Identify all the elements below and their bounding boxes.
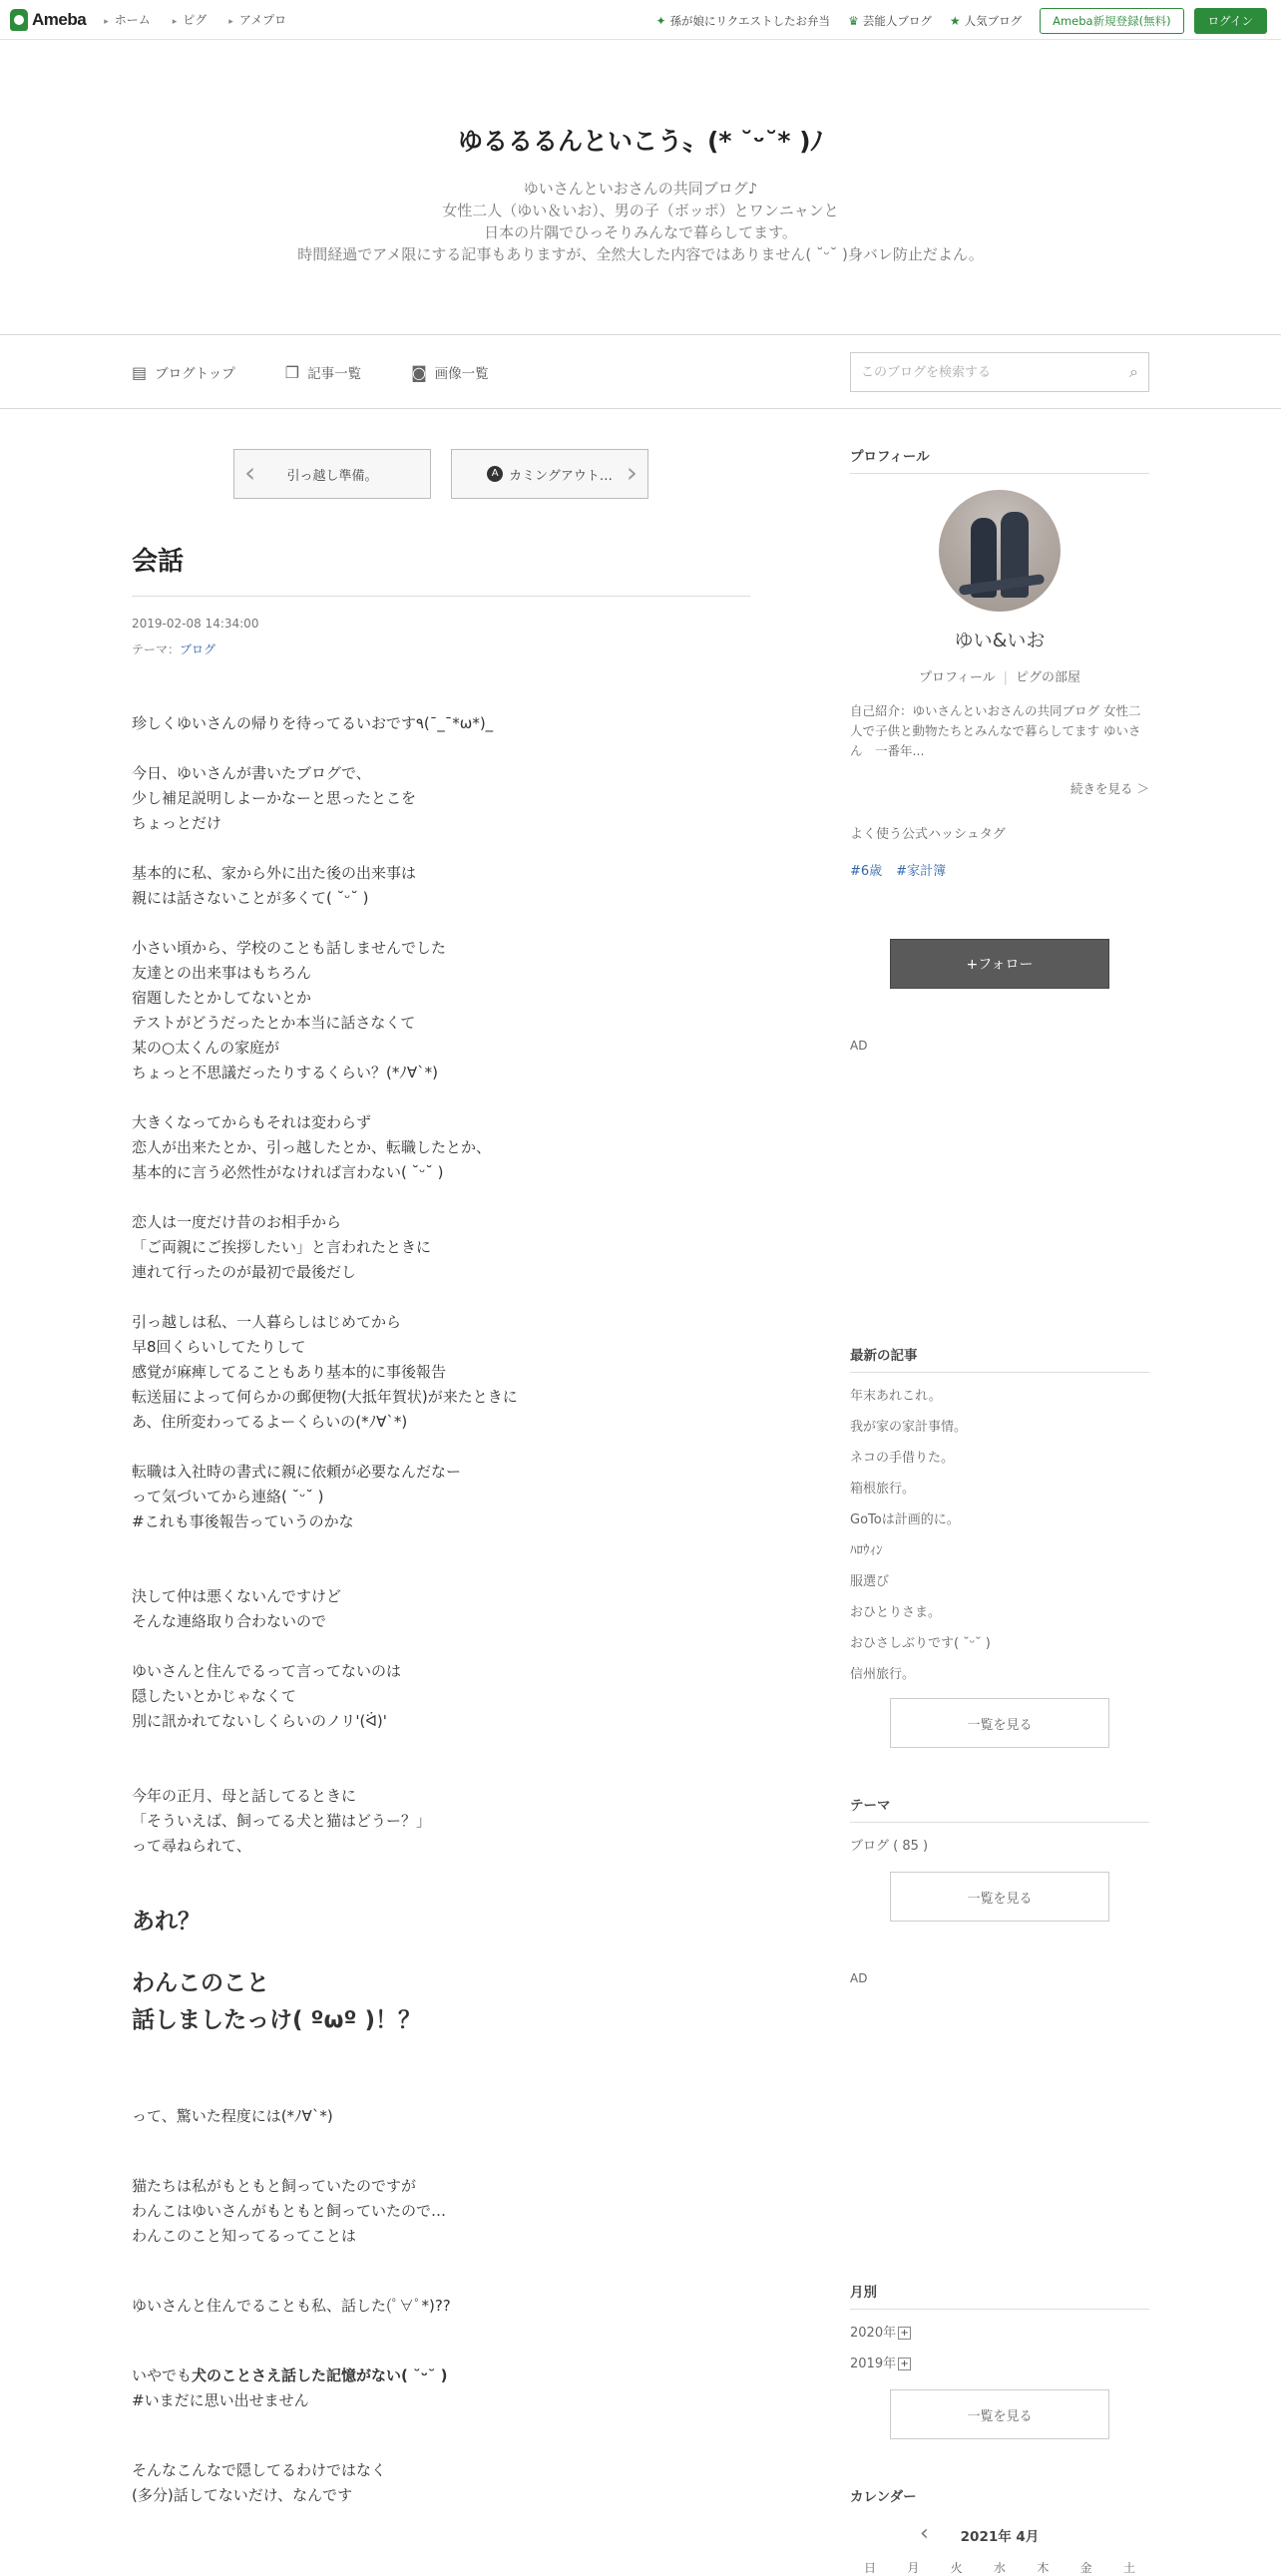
entry-emphasis: あれ？: [132, 1909, 201, 1934]
header-right: [655, 8, 1267, 34]
global-header: [0, 0, 1281, 40]
blog-description-line: 時間経過でアメ限にする記事もありますが、全然大した内容ではありません( ˘ᵕ˘ )身バレ防止だよん。: [297, 245, 984, 263]
nav-home[interactable]: ▸ ホーム: [104, 11, 151, 28]
amember-icon: A: [487, 466, 503, 482]
theme-list: [850, 1831, 1149, 1862]
next-entry-label: カミングアウト…: [509, 468, 613, 484]
hashtag-list: [850, 860, 1149, 879]
list-item[interactable]: 箱根旅行。: [850, 1482, 916, 1497]
calendar-header: [850, 2521, 1149, 2546]
menu-image-list[interactable]: [411, 362, 489, 382]
entry-title: 会話: [132, 541, 750, 597]
recent-entries-list: [850, 1381, 1149, 1690]
weekday: 日: [864, 2561, 877, 2575]
camera-icon: ◙: [411, 362, 427, 382]
calendar-title: カレンダー: [850, 2489, 917, 2505]
list-item[interactable]: GoToは計画的に。: [850, 1512, 960, 1527]
star-icon: ✦: [655, 14, 666, 28]
recent-entries-title: 最新の記事: [850, 1344, 1149, 1373]
weekday: 火: [950, 2561, 963, 2575]
list-item[interactable]: 信州旅行。: [850, 1667, 916, 1682]
ad-label: AD: [850, 1039, 868, 1053]
celebrity-blog-link[interactable]: [848, 13, 932, 29]
prev-entry-label: ‹ 引っ越し準備。: [286, 468, 378, 484]
entry-theme: [132, 641, 750, 657]
weekday: 水: [993, 2561, 1006, 2575]
entry-paragraph: 引っ越しは私、一人暮らしはじめてから 早8回くらいしてたりして 感覚が麻痺してることもあり基本的に事後報告 転送届によって何らかの郵便物(大抵年賀状)が来たときに あ、住所変わってるよーくらいの(*ﾉ∀`*): [132, 1313, 518, 1431]
entry-paragraph: って、驚いた程度には(*ﾉ∀`*): [132, 2107, 333, 2125]
ameba-logo[interactable]: [10, 9, 86, 31]
entry-emphasis: わんこのこと 話しましたっけ( ºωº )！？: [132, 1970, 421, 2033]
entry-paragraph: 今年の正月、母と話してるときに 「そういえば、飼ってる犬と猫はどうー？」 って尋ねられて、: [132, 1787, 432, 1855]
list-item[interactable]: 我が家の家計事情。: [850, 1420, 968, 1435]
entry-paragraph: 猫たちは私がもともと飼っていたのですが わんこはゆいさんがもともと飼っていたので… わんこのこと知ってるってことは: [132, 2177, 447, 2245]
search-icon[interactable]: ⌕: [1129, 362, 1138, 381]
nav-amepro[interactable]: ▸ アメプロ: [228, 11, 286, 28]
profile-links: プロフィール | ピグの部屋: [918, 670, 1081, 685]
featured-link-label: 孫が娘にリクエストしたお弁当: [669, 14, 831, 28]
entry-paragraph: 今日、ゆいさんが書いたブログで、 少し補足説明しよーかなーと思ったとこを ちょっとだけ: [132, 764, 417, 832]
login-button[interactable]: ログイン: [1194, 8, 1267, 34]
pigg-room-link[interactable]: ピグの部屋: [1016, 670, 1081, 685]
main-column: [132, 409, 750, 2533]
global-nav: [104, 11, 286, 28]
read-more-link[interactable]: 続きを見る ＞: [1070, 781, 1149, 796]
hashtag[interactable]: #6歳: [850, 864, 883, 879]
blog-title[interactable]: ゆるるるんといこう〟(* ˘ᵕ˘* )ﾉ: [457, 127, 824, 156]
chevron-left-icon[interactable]: ‹: [920, 2521, 929, 2546]
profile-intro: 自己紹介：ゆいさんといおさんの共同ブログ 女性二人で子供と動物たちとみんなで暮らしてます ゆいさん 一番年...: [850, 703, 1141, 758]
sidebar: [850, 409, 1149, 2576]
list-item[interactable]: 2019年 +: [850, 2349, 1149, 2379]
blog-menu: [0, 335, 1281, 409]
hashtag[interactable]: #家計簿: [896, 864, 947, 879]
entry-paragraph: 基本的に私、家から外に出た後の出来事は 親には話さないことが多くて( ˘ᵕ˘ ): [132, 864, 417, 907]
blog-description-line: ゆいさんといおさんの共同ブログ♪: [523, 180, 758, 198]
list-item[interactable]: おひさしぶりです( ˘ᵕ˘ ): [850, 1636, 991, 1651]
weekday: 金: [1079, 2561, 1092, 2575]
follow-button[interactable]: +フォロー: [890, 939, 1109, 989]
document-icon: ▤: [132, 362, 148, 382]
entry-paragraph: 恋人は一度だけ昔のお相手から 「ご両親にご挨拶したい」と言われたときに 連れて行ったのが最初で最後だし: [132, 1213, 432, 1281]
blog-description-line: 日本の片隅でひっそりみんなで暮らしてます。: [484, 223, 797, 241]
entry-paragraph: ゆいさんと住んでることも私、話した(ﾟ∀ﾟ*)??: [132, 2297, 451, 2315]
entry-paragraph: 転職は入社時の書式に親に依頼が必要なんだなー って気づいてから連絡( ˘ᵕ˘ ) #これも事後報告っていうのかな: [132, 1463, 462, 1530]
hashtags-title: よく使う公式ハッシュタグ: [850, 827, 1006, 842]
monthly-see-all-button[interactable]: 一覧を見る: [890, 2389, 1109, 2439]
entry-paragraph: ゆいさんと住んでるって言ってないのは 隠したいとかじゃなくて 別に訊かれてないしくらいのノリ'(ᐛ)': [132, 1662, 402, 1730]
list-item[interactable]: 年末あれこれ。: [850, 1389, 942, 1404]
entry-pager: [233, 449, 750, 499]
featured-link[interactable]: [655, 13, 830, 29]
crown-icon: ♛: [848, 14, 859, 28]
register-button[interactable]: Ameba新規登録(無料): [1040, 8, 1183, 34]
list-item[interactable]: ネコの手借りた。: [850, 1451, 955, 1466]
blog-search: [850, 352, 1149, 392]
list-item[interactable]: 2020年 +: [850, 2318, 1149, 2349]
blog-description-line: 女性二人（ゆい＆いお）、男の子（ボッポ）とワンニャンと: [442, 202, 839, 219]
blog-header: [0, 40, 1281, 335]
menu-label: 画像一覧: [434, 366, 489, 382]
weekday: 月: [907, 2561, 920, 2575]
entry-date: 2019-02-08 14:34:00: [132, 617, 259, 631]
profile-name[interactable]: ゆい&いお: [954, 630, 1046, 651]
nav-pigg[interactable]: ▸ ピグ: [173, 11, 208, 28]
theme-see-all-button[interactable]: 一覧を見る: [890, 1872, 1109, 1922]
menu-entry-list[interactable]: [285, 362, 361, 382]
ameba-logo-icon: [10, 9, 28, 31]
copy-icon: ❐: [284, 362, 300, 382]
entry-theme-link[interactable]: ブログ: [180, 643, 216, 656]
weekday: 木: [1037, 2561, 1050, 2575]
celebrity-blog-label: 芸能人ブログ: [862, 14, 932, 28]
avatar[interactable]: [939, 490, 1061, 612]
content-wrap: [0, 409, 1281, 2575]
next-entry-button[interactable]: [451, 449, 648, 499]
list-item[interactable]: ブログ ( 85 ): [850, 1839, 929, 1854]
calendar-weekdays: [850, 2559, 1149, 2576]
list-item[interactable]: 服選び: [850, 1574, 890, 1589]
menu-blog-top[interactable]: [132, 362, 235, 382]
list-item[interactable]: ﾊﾛｳｨﾝ: [850, 1543, 883, 1558]
entry-paragraph: いやでも犬のことさえ話した記憶がない( ˘ᵕ˘ ) #いまだに思い出せません: [132, 2366, 448, 2409]
monthly-title: 月別: [850, 2281, 1149, 2310]
popular-blog-label: 人気ブログ: [964, 14, 1023, 28]
recent-see-all-button[interactable]: 一覧を見る: [890, 1698, 1109, 1748]
theme-title: テーマ: [850, 1794, 1149, 1823]
ad-label: AD: [850, 1971, 868, 1985]
weekday: 土: [1122, 2561, 1135, 2575]
logo-text: Ameba: [32, 9, 87, 29]
profile-link[interactable]: プロフィール: [918, 670, 996, 685]
entry-paragraph: 決して仲は悪くないんですけど そんな連絡取り合わないので: [132, 1587, 342, 1630]
monthly-list: [850, 2318, 1149, 2379]
popular-blog-link[interactable]: [950, 13, 1022, 29]
menu-label: ブログトップ: [155, 366, 235, 382]
prev-entry-button[interactable]: [233, 449, 431, 499]
blog-description: [0, 178, 1281, 265]
expand-icon[interactable]: +: [898, 2358, 911, 2370]
list-item[interactable]: おひとりさま。: [850, 1605, 942, 1620]
entry-paragraph: 大きくなってからもそれは変わらず 恋人が出来たとか、引っ越したとか、転職したとか、 基本的に言う必然性がなければ言わない( ˘ᵕ˘ ): [132, 1113, 492, 1181]
entry-paragraph: そんなこんなで隠してるわけではなく (多分)話してないだけ、なんです: [132, 2461, 387, 2504]
star-icon: ★: [949, 14, 961, 28]
calendar-month: 2021年 4月: [960, 2529, 1040, 2545]
entry-theme-label: テーマ：: [132, 643, 181, 656]
search-input[interactable]: [861, 365, 1129, 380]
profile-title: プロフィール: [850, 445, 1149, 474]
expand-icon[interactable]: +: [898, 2327, 911, 2340]
entry-body: [132, 711, 750, 2508]
entry-paragraph: 小さい頃から、学校のことも話しませんでした 友達との出来事はもちろん 宿題したとかしてないとか テストがどうだったとか本当に話さなくて 某の○太くんの家庭が ちょっと不思議だったりするくらい？(*ﾉ∀`*): [132, 939, 447, 1081]
entry-paragraph: 珍しくゆいさんの帰りを待ってるいおです٩(¯_¯*ω*)_: [132, 714, 494, 732]
menu-label: 記事一覧: [307, 366, 362, 382]
